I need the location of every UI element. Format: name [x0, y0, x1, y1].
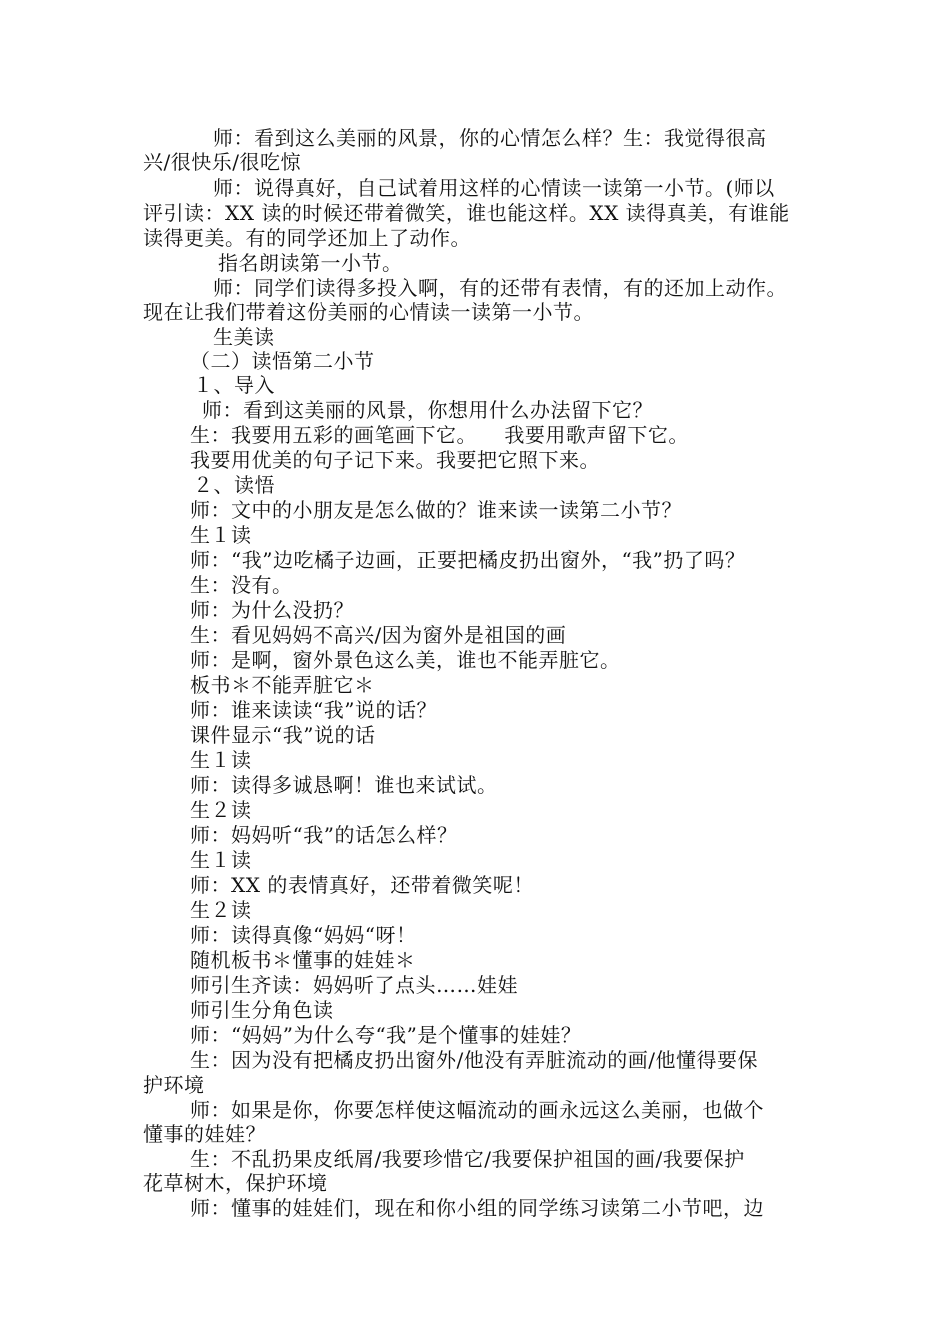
- text-line: 生：我要用五彩的画笔画下它。 我要用歌声留下它。: [190, 423, 689, 447]
- text-line: 师：如果是你，你要怎样使这幅流动的画永远这么美丽，也做个: [190, 1098, 764, 1122]
- subsection-heading: ２、读悟: [193, 473, 275, 497]
- text-line: 读得更美。有的同学还加上了动作。: [143, 226, 471, 250]
- text-line: 师：妈妈听“我”的话怎么样？: [190, 823, 458, 847]
- text-line: 指名朗读第一小节。: [218, 251, 403, 275]
- text-line: 师：“我”边吃橘子边画，正要把橘皮扔出窗外，“我”扔了吗？: [190, 548, 746, 572]
- text-line: 生２读: [190, 798, 252, 822]
- text-line: 兴/很快乐/很吃惊: [143, 150, 301, 174]
- text-line: 师：懂事的娃娃们，现在和你小组的同学练习读第二小节吧，边: [190, 1196, 764, 1220]
- text-line: 师：为什么没扔？: [190, 598, 354, 622]
- text-line: 生１读: [190, 523, 252, 547]
- text-line: 生：因为没有把橘皮扔出窗外/他没有弄脏流动的画/他懂得要保: [190, 1048, 758, 1072]
- text-line: 师：是啊，窗外景色这么美，谁也不能弄脏它。: [190, 648, 621, 672]
- text-line: 评引读：XX 读的时候还带着微笑，谁也能这样。XX 读得真美，有谁能: [143, 201, 790, 225]
- text-line: 师：“妈妈”为什么夸“我”是个懂事的娃娃？: [190, 1023, 582, 1047]
- section-heading: （二）读悟第二小节: [190, 349, 375, 373]
- text-line: 课件显示“我”说的话: [190, 723, 376, 747]
- text-line: 师：看到这么美丽的风景，你的心情怎么样？生：我觉得很高: [213, 126, 767, 150]
- text-line: 生：不乱扔果皮纸屑/我要珍惜它/我要保护祖国的画/我要保护: [190, 1147, 745, 1171]
- text-line: 师：看到这美丽的风景，你想用什么办法留下它？: [202, 398, 653, 422]
- text-line: 师：读得真像“妈妈“呀！: [190, 923, 417, 947]
- text-line: 板书＊不能弄脏它＊: [190, 673, 375, 697]
- text-line: 生１读: [190, 848, 252, 872]
- text-line: 随机板书＊懂事的娃娃＊: [190, 948, 416, 972]
- subsection-heading: １、导入: [193, 373, 275, 397]
- text-line: 师：说得真好，自己试着用这样的心情读一读第一小节。(师以: [213, 176, 775, 200]
- text-line: 师引生分角色读: [190, 998, 334, 1022]
- text-line: 我要用优美的句子记下来。我要把它照下来。: [190, 448, 600, 472]
- text-line: 生美读: [213, 325, 275, 349]
- text-line: 花草树木，保护环境: [143, 1171, 328, 1195]
- text-line: 现在让我们带着这份美丽的心情读一读第一小节。: [143, 300, 594, 324]
- text-line: 师：文中的小朋友是怎么做的？谁来读一读第二小节？: [190, 498, 682, 522]
- text-line: 生２读: [190, 898, 252, 922]
- text-line: 师引生齐读：妈妈听了点头……娃娃: [190, 973, 518, 997]
- text-line: 师：同学们读得多投入啊，有的还带有表情，有的还加上动作。: [213, 276, 787, 300]
- text-line: 师：XX 的表情真好，还带着微笑呢！: [190, 873, 534, 897]
- text-line: 生１读: [190, 748, 252, 772]
- text-line: 懂事的娃娃？: [143, 1122, 266, 1146]
- text-line: 护环境: [143, 1073, 205, 1097]
- text-line: 生：看见妈妈不高兴/因为窗外是祖国的画: [190, 623, 567, 647]
- text-line: 师：谁来读读“我”说的话？: [190, 698, 437, 722]
- text-line: 师：读得多诚恳啊！谁也来试试。: [190, 773, 498, 797]
- text-line: 生：没有。: [190, 573, 293, 597]
